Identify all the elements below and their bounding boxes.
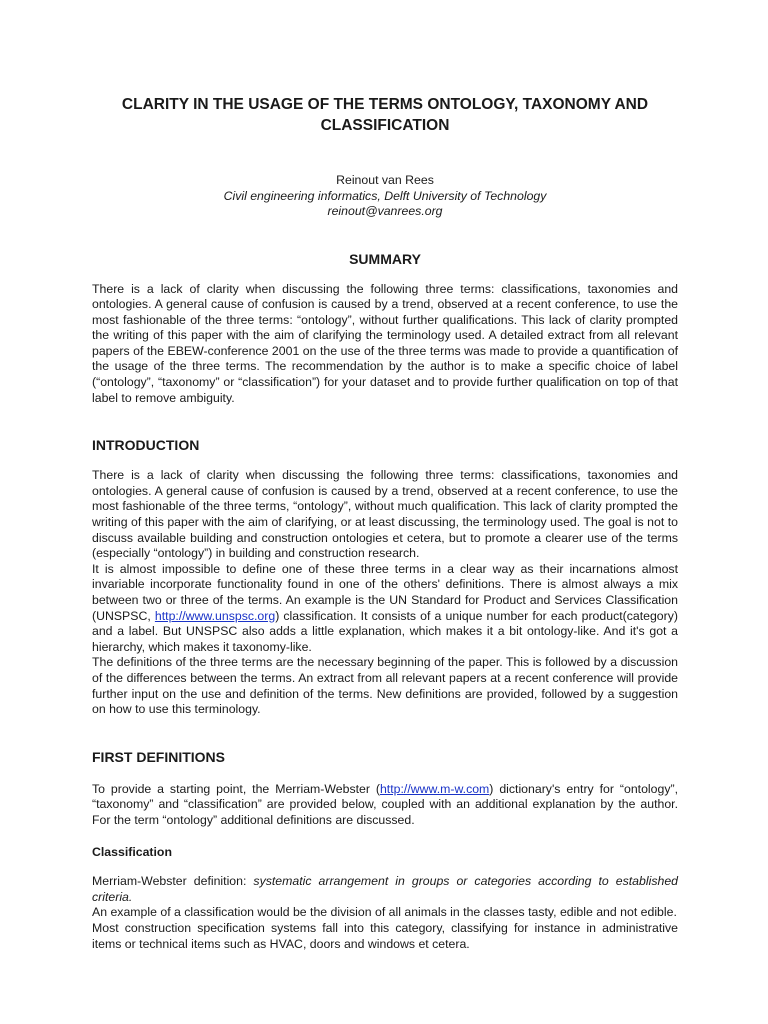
author-block: [92, 173, 678, 220]
intro-p2-text-before: It is almost impossible to define one of these three terms in a clear way as their incarnations almost invariable incorporate functionality found in one of the others' definitions. There is almost always a mix between two or three of the terms. An example is the UN Standard for Product and Services Classification (UNSPSC,: [92, 561, 678, 623]
author-email: reinout@vanrees.org: [327, 204, 443, 218]
first-definitions-paragraph: [92, 782, 678, 829]
intro-p2-text-after: ) classification. It consists of a unique number for each product(category) and a label. But UNSPSC also adds a little explanation, which makes it a bit ontology-like. And it's got a hierarchy, which makes it taxonomy-like.: [92, 608, 678, 654]
introduction-paragraph-1: There is a lack of clarity when discussing the following three terms: classifications, taxonomies and ontologies. A general cause of confusion is caused by a trend, observed at a recent conference, to use the most fashionable of the three terms, “ontology”, without much qualification. This lack of clarity prompted the writing of this paper with the aim of clarifying, or at least discussing, the terminology used. The goal is not to discuss available building and construction ontologies et cetera, but to promote a clearer use of the terms (especially “ontology”) in building and construction research.: [92, 468, 678, 561]
first-definitions-heading: FIRST DEFINITIONS: [92, 748, 225, 765]
fd-text-before: To provide a starting point, the Merriam-Webster (: [92, 781, 380, 796]
definition-text: systematic arrangement in groups or categories according to established criteria.: [92, 874, 678, 904]
classification-paragraph-2: An example of a classification would be the division of all animals in the classes tasty, edible and not edible.: [92, 905, 677, 920]
introduction-paragraph-3: The definitions of the three terms are the necessary beginning of the paper. This is followed by a discussion of the differences between the terms. An extract from all relevant papers at a recent conference will provide further input on the use and definition of the terms. New definitions are provided, followed by a suggestion on how to use this terminology.: [92, 655, 678, 717]
definition-label: Merriam-Webster definition:: [92, 874, 254, 889]
author-name: Reinout van Rees: [336, 173, 434, 187]
classification-heading: Classification: [92, 844, 172, 859]
paper-title: CLARITY IN THE USAGE OF THE TERMS ONTOLOGY, TAXONOMY AND CLASSIFICATION: [121, 96, 649, 134]
classification-paragraph-3: Most construction specification systems fall into this category, classifying for instance in administrative items or technical items such as HVAC, doors and windows et cetera.: [92, 920, 678, 951]
unspsc-link[interactable]: http://www.unspsc.org: [154, 608, 276, 623]
summary-heading: SUMMARY: [349, 250, 421, 267]
fd-text-after: ) dictionary's entry for “ontology”, “taxonomy” and “classification” are provided below, coupled with an additional explanation by the author. For the term “ontology” additional definitions are discussed.: [92, 781, 678, 827]
author-affiliation: Civil engineering informatics, Delft University of Technology: [223, 188, 547, 203]
merriam-webster-link[interactable]: http://www.m-w.com: [379, 781, 490, 796]
introduction-paragraph-2: [92, 562, 678, 656]
classification-definition: [92, 874, 678, 905]
introduction-heading: INTRODUCTION: [92, 437, 200, 454]
summary-paragraph: There is a lack of clarity when discussing the following three terms: classifications, taxonomies and ontologies. A general cause of confusion is caused by a trend, observed at a recent conference, to use the most fashionable of the three terms: “ontology”, without further qualifications. This lack of clarity prompted the writing of this paper with the aim of clarifying the terminology used. A detailed extract from all relevant papers of the EBEW-conference 2001 on the use of the three terms was made to provide a quantification of the usage of the three terms. The recommendation by the author is to make a specific choice of label (“ontology”, “taxonomy” or “classification”) for your dataset and to provide further qualification on top of that label to remove ambiguity.: [92, 281, 678, 405]
